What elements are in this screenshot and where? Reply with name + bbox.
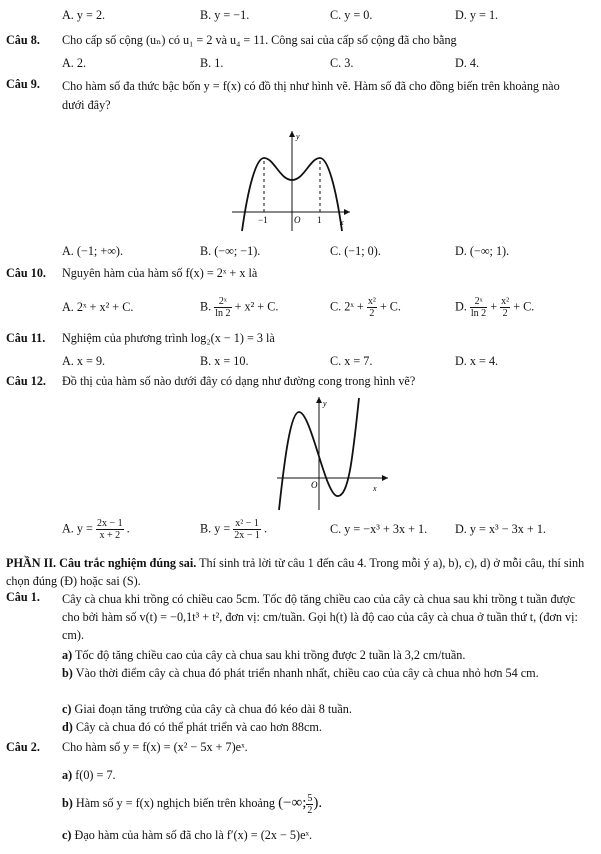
option-a[interactable]: A. y = 2.: [62, 8, 106, 22]
statement-text: Hàm số y = f(x) nghịch biến trên khoảng: [72, 796, 276, 810]
question-number: Câu 8.: [6, 33, 40, 47]
x-axis-arrow: [344, 209, 350, 215]
origin-label: O: [311, 480, 318, 490]
numerator: 2x − 1: [96, 518, 123, 529]
option-c[interactable]: C. y = −x³ + 3x + 1.: [330, 522, 428, 536]
question-number: Câu 11.: [6, 331, 46, 345]
option-label: D.: [455, 299, 467, 314]
option-label: C.: [330, 299, 342, 314]
option-d[interactable]: D. 4.: [455, 56, 480, 70]
option-b[interactable]: B. y = $\frac{\text{x² − 1}}{2x - 1}$ .: [200, 518, 268, 541]
statement-d[interactable]: [62, 718, 587, 736]
statement-text: Đạo hàm của hàm số đã cho là f′(x) = (2x − 5)eˣ.: [71, 828, 313, 842]
denominator: 2x − 1: [234, 530, 260, 541]
fraction-2: [500, 296, 510, 319]
fraction: [367, 296, 377, 319]
denominator: ln 2: [215, 308, 231, 319]
statement-label: b): [62, 666, 73, 680]
option-b[interactable]: [200, 296, 278, 319]
option-c[interactable]: C. y = 0.: [330, 8, 373, 22]
denominator: 2: [502, 308, 508, 319]
statement-text: Cây cà chua đó có thể phát triển và cao hơn 88cm.: [72, 720, 322, 734]
fraction: [214, 296, 231, 319]
option-label: A. y =: [62, 521, 93, 536]
option-label: B. y =: [200, 521, 231, 536]
part-2-title: PHẦN II. Câu trắc nghiệm đúng sai.: [6, 556, 197, 570]
option-d[interactable]: D. x = 4.: [455, 354, 499, 368]
fraction-1: [470, 296, 487, 319]
x-label: x: [373, 484, 377, 493]
numerator: 2ˣ: [214, 296, 231, 308]
option-c[interactable]: [330, 296, 401, 319]
denominator: 2: [307, 804, 313, 816]
option-tail: + x² + C.: [234, 299, 279, 314]
numerator: 5: [307, 792, 313, 804]
question-stem: Nghiệm của phương trình log₂(x − 1) = 3 là: [62, 331, 275, 345]
option-c[interactable]: C. x = 7.: [330, 354, 373, 368]
question-stem: Cho hàm số y = f(x) = (x² − 5x + 7)eˣ.: [62, 740, 248, 754]
option-b[interactable]: B. (−∞; −1).: [200, 244, 261, 258]
denominator: x + 2: [99, 530, 121, 541]
option-c[interactable]: C. (−1; 0).: [330, 244, 381, 258]
tick-label-1: 1: [317, 215, 322, 225]
option-d[interactable]: D. (−∞; 1).: [455, 244, 510, 258]
statement-label: b): [62, 796, 73, 810]
option-b[interactable]: B. 1.: [200, 56, 224, 70]
option-d[interactable]: D. y = x³ − 3x + 1.: [455, 522, 546, 536]
numerator: x²: [367, 296, 376, 307]
question-number: Câu 1.: [6, 590, 40, 604]
option-b[interactable]: B. y = −1.: [200, 8, 250, 22]
statement-b[interactable]: [62, 664, 587, 682]
x-axis-arrow: [382, 475, 388, 481]
quartic-graph: [228, 128, 352, 233]
option-tail: + C.: [379, 299, 401, 314]
y-axis-arrow: [316, 397, 322, 403]
denominator: ln 2: [470, 308, 487, 319]
option-d[interactable]: D. y = 1.: [455, 8, 499, 22]
question-stem: Cho cấp số cộng (uₙ) có u₁ = 2 và u₄ = 11. Công sai của cấp số cộng đã cho bằng: [62, 33, 457, 47]
statement-a[interactable]: [62, 646, 587, 664]
interval-open: (−∞;: [278, 795, 307, 811]
option-a[interactable]: A. 2ˣ + x² + C.: [62, 300, 134, 314]
numerator: 2ˣ: [470, 296, 487, 308]
statement-b[interactable]: [62, 790, 587, 816]
numerator: x² − 1: [235, 518, 259, 529]
option-a[interactable]: A. (−1; +∞).: [62, 244, 124, 258]
statement-text: Giai đoạn tăng trưởng của cây cà chua đó kéo dài 8 tuần.: [71, 702, 352, 716]
denominator: 2: [369, 308, 375, 319]
question-number: Câu 2.: [6, 740, 40, 754]
option-d[interactable]: D. $\frac{\text{2ˣ}}{\ln 2}$ + $\frac{\text{x²}}{2}$ + C.: [455, 296, 535, 319]
question-stem: Cho hàm số đa thức bậc bốn y = f(x) có đồ thị như hình vẽ. Hàm số đã cho đồng biến trên khoảng nào dưới đây?: [62, 79, 560, 112]
y-label: y: [296, 132, 300, 141]
statement-text: f(0) = 7.: [72, 768, 116, 782]
question-stem: Đồ thị của hàm số nào dưới đây có dạng như đường cong trong hình vẽ?: [62, 374, 416, 388]
option-label: B.: [200, 299, 212, 314]
question-number: Câu 12.: [6, 374, 46, 388]
question-number: Câu 10.: [6, 266, 46, 280]
question-number: Câu 9.: [6, 77, 40, 91]
option-c[interactable]: C. 3.: [330, 56, 354, 70]
statement-label: a): [62, 648, 73, 662]
statement-text: Vào thời điểm cây cà chua đó phát triển nhanh nhất, chiều cao của cây cà chua nhỏ hơn 54 cm.: [72, 666, 539, 680]
option-a[interactable]: A. y = $\frac{2x - 1}{x + 2}$ .: [62, 518, 130, 541]
statement-label: a): [62, 768, 73, 782]
option-a[interactable]: A. x = 9.: [62, 354, 106, 368]
option-pre: 2ˣ +: [344, 299, 364, 314]
statement-label: d): [62, 720, 73, 734]
option-a[interactable]: A. 2.: [62, 56, 87, 70]
y-label: y: [323, 399, 327, 408]
statement-label: c): [62, 828, 72, 842]
fraction: [96, 518, 124, 541]
origin-label: O: [294, 215, 301, 225]
statement-label: c): [62, 702, 72, 716]
cubic-graph: [275, 394, 390, 512]
option-b[interactable]: B. x = 10.: [200, 354, 249, 368]
part-2-heading: [6, 554, 594, 590]
numerator: x²: [501, 296, 510, 307]
question-stem: Cây cà chua khi trồng có chiều cao 5cm. Tốc độ tăng chiều cao của cây cà chua sau khi trồng t tuần được cho bởi hàm số v(t) = −0,1t³ + t², đơn vị: cm/tuần. Gọi h(t) là độ cao của cây cà chua ở tuần thứ t, (đơn vị: cm).: [62, 592, 578, 642]
tick-label-neg1: −1: [258, 215, 268, 225]
x-label: x: [340, 218, 344, 227]
statement-a[interactable]: [62, 766, 587, 784]
statement-c[interactable]: [62, 826, 587, 844]
y-axis-arrow: [289, 131, 295, 137]
statement-c[interactable]: [62, 700, 587, 718]
statement-text: Tốc độ tăng chiều cao của cây cà chua sau khi trồng được 2 tuần là 3,2 cm/tuần.: [72, 648, 466, 662]
interval-close: ).: [313, 795, 323, 811]
fraction: [233, 518, 261, 541]
option-tail: + C.: [513, 299, 535, 314]
question-stem: Nguyên hàm của hàm số f(x) = 2ˣ + x là: [62, 266, 258, 280]
part-2-intro: Thí sinh trả lời từ câu 1 đến câu 4. Trong mỗi ý a), b), c), d) ở mỗi câu, thí sinh chọn đúng (Đ) hoặc sai (S).: [6, 556, 585, 588]
